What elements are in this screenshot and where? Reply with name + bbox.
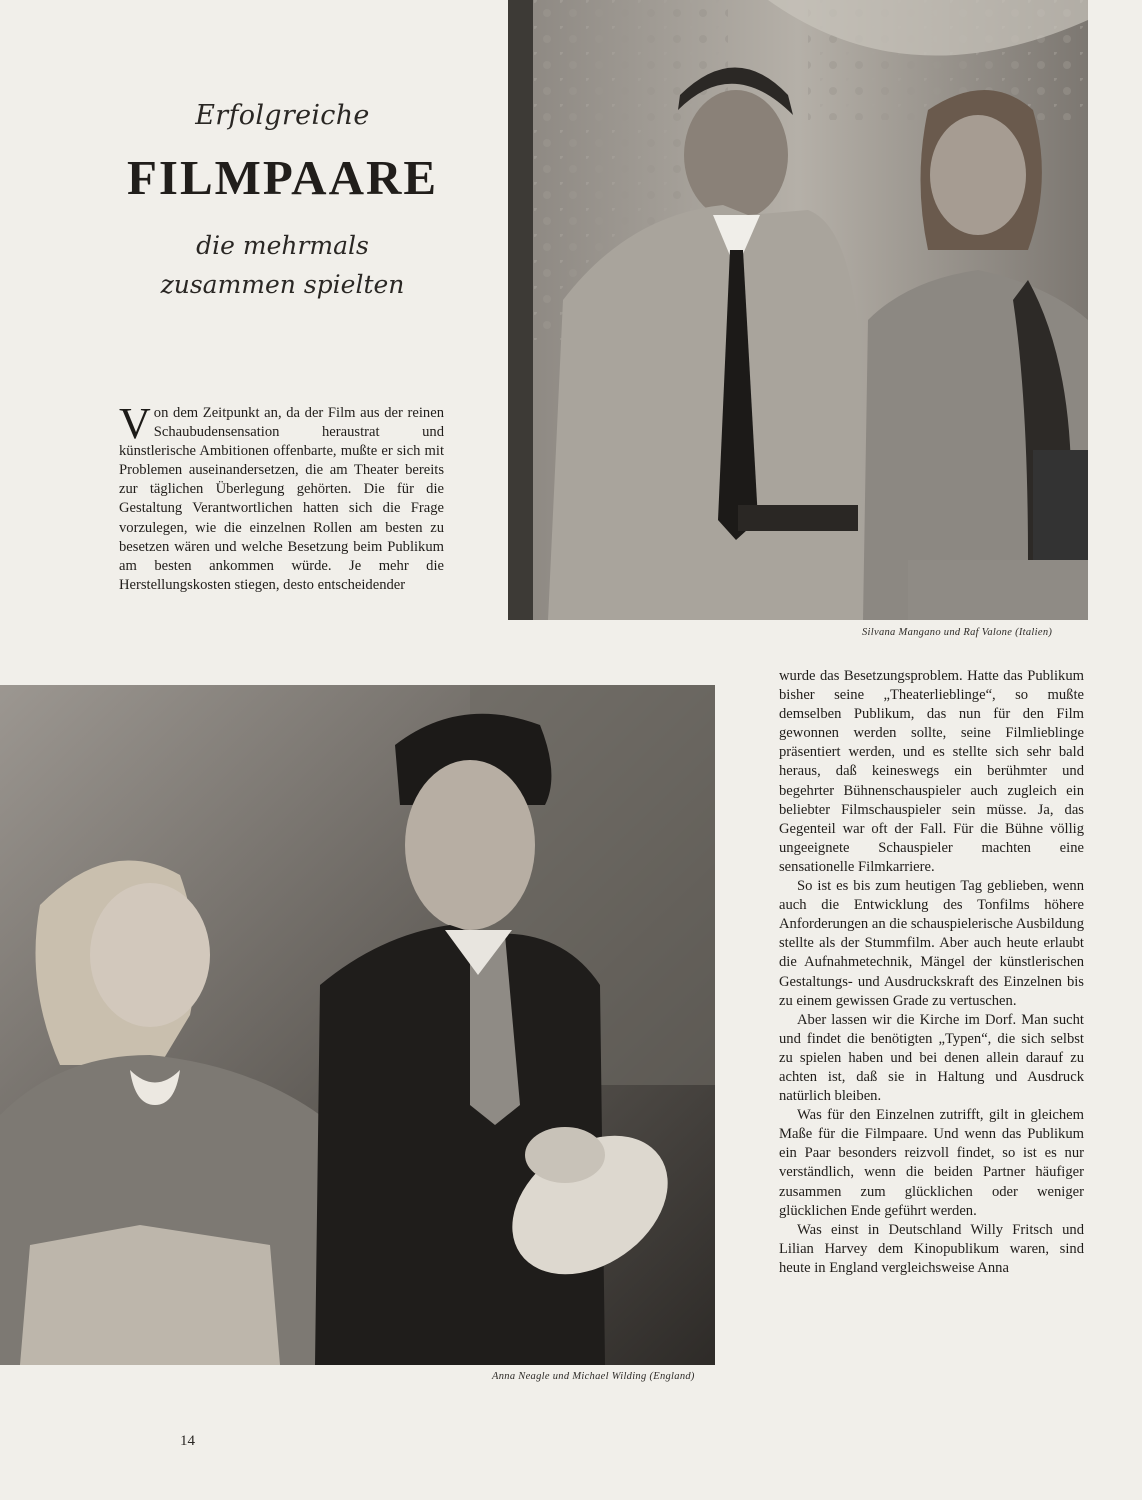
subtitle bbox=[105, 226, 460, 304]
photo-neagle-wilding bbox=[0, 685, 715, 1365]
article-paragraph-3: So ist es bis zum heutigen Tag geblieben, wenn auch die Entwicklung des Tonfilms höhere Anforderungen an die schauspielerische Ausbildung stellte als der Stummfilm. Aber auch heute erlaubt die Aufnahmetechnik, Mängel der künstlerischen Gestaltungs- und Ausdruckskraft des Einzelnen bis zu einem gewissen Grade zu vertuschen. bbox=[779, 878, 1084, 1009]
caption-top-photo: Silvana Mangano und Raf Valone (Italien) bbox=[862, 627, 1053, 638]
article-left-text: on dem Zeitpunkt an, da der Film aus der reinen Schaubudensensation heraustrat und künstlerische Ambitionen offenbarte, mußte er sich mit Problemen auseinandersetzen, die am Theater bereits zur täglichen Überlegung gehörten. Die für die Gestaltung Verantwortlichen hatten sich die Frage vorzulegen, wie die einzelnen Rollen am besten zu besetzen wären und welche Besetzung beim Publikum am besten ankommen würde. Je mehr die Herstellungskosten stiegen, desto entscheidender bbox=[119, 405, 444, 593]
article-paragraph-6: Was einst in Deutschland Willy Fritsch und Lilian Harvey dem Kinopublikum waren, sind heute in England vergleichsweise Anna bbox=[779, 1221, 1084, 1276]
caption-bottom-photo: Anna Neagle und Michael Wilding (England) bbox=[492, 1371, 695, 1382]
photo-neagle-wilding-image bbox=[0, 685, 715, 1365]
article-paragraph-1 bbox=[119, 399, 444, 595]
headline-block bbox=[105, 100, 460, 304]
kicker: Erfolgreiche bbox=[195, 100, 370, 131]
drop-cap: V bbox=[119, 399, 151, 448]
article-column-left bbox=[119, 399, 444, 595]
subtitle-line-1: die mehrmals bbox=[196, 231, 369, 260]
page-number: 14 bbox=[180, 1433, 195, 1449]
subtitle-line-2: zusammen spielten bbox=[160, 270, 405, 299]
page-title: FILMPAARE bbox=[126, 150, 439, 205]
article-column-right bbox=[779, 667, 1084, 1278]
photo-mangano-valone-image bbox=[508, 0, 1088, 620]
photo-mangano-valone bbox=[508, 0, 1088, 620]
article-paragraph-2: wurde das Besetzungsproblem. Hatte das Publikum bisher seine „Theaterlieblinge“, so mußte demselben Publikum, das nun für den Film gewonnen werden sollte, seine Filmlieblinge präsentiert werden, und es stellte sich sehr bald heraus, daß keineswegs ein berühmter und begehrter Bühnenschauspieler auch zugleich ein beliebter Filmschauspieler sein müsse. Ja, das Gegenteil war oft der Fall. Für die Bühne völlig ungeeignete Schauspieler machten eine sensationelle Filmkarriere. bbox=[779, 668, 1084, 875]
article-paragraph-4: Aber lassen wir die Kirche im Dorf. Man sucht und findet die benötigten „Typen“, die sich selbst zu spielen haben und bei denen allein darauf zu achten ist, daß sie in Haltung und Ausdruck natürlich bleiben. bbox=[779, 1011, 1084, 1105]
article-paragraph-5: Was für den Einzelnen zutrifft, gilt in gleichem Maße für die Filmpaare. Und wenn das Publikum ein Paar besonders reizvoll findet, so ist es nur verständlich, wenn die beiden Partner häufiger zusammen zum glücklichen oder weniger glücklichen Ende geführt werden. bbox=[779, 1107, 1084, 1219]
